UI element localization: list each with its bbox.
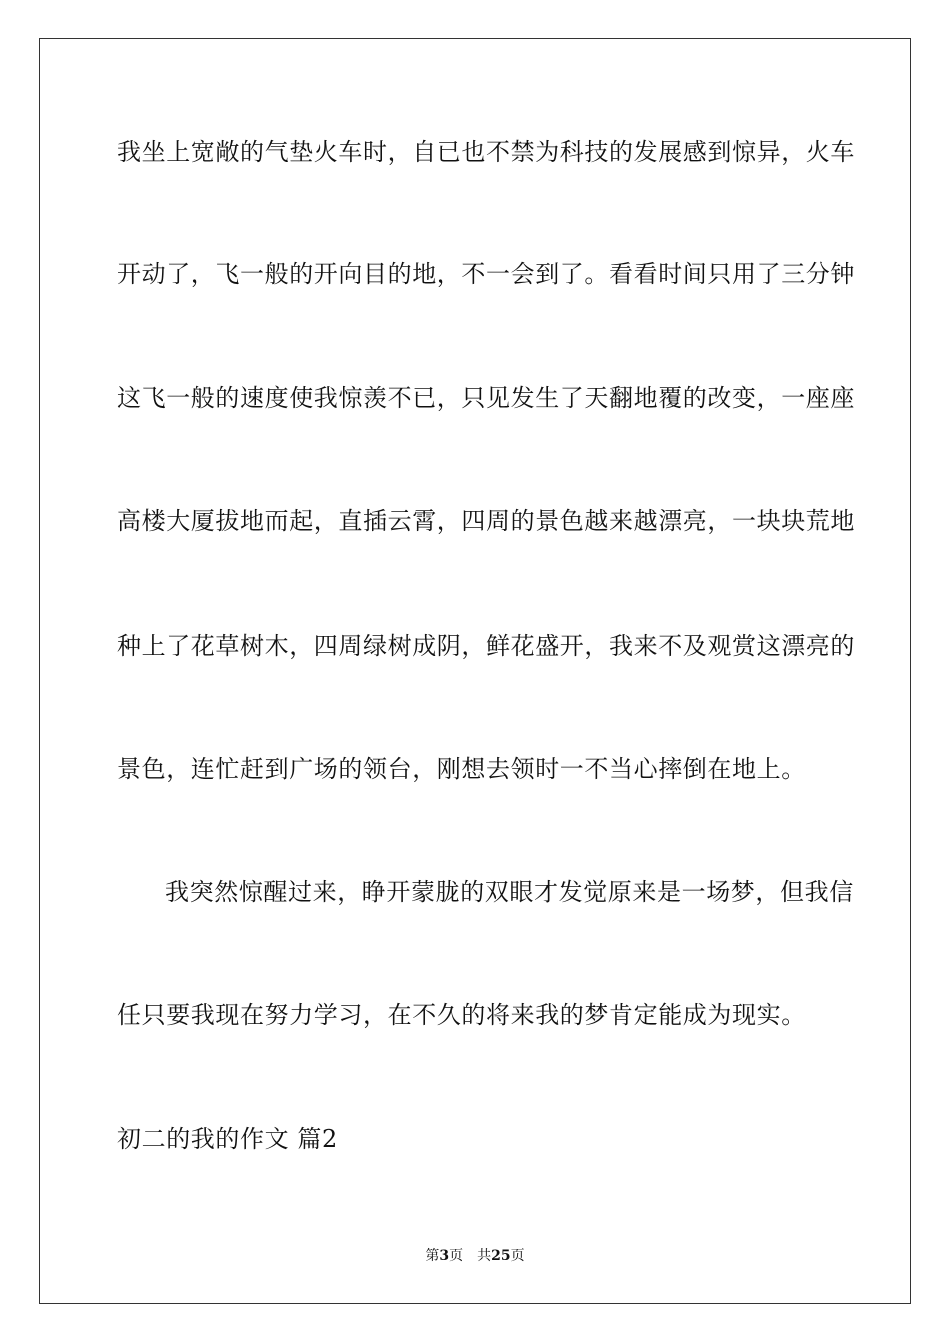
page-footer [0, 1246, 950, 1266]
page-frame [39, 38, 911, 1304]
total-pages: 25 [491, 1248, 511, 1264]
total-prefix: 共 [477, 1248, 492, 1264]
paragraph-line-1: 我坐上宽敞的气垫火车时，自已也不禁为科技的发展感到惊异，火车 [117, 138, 855, 166]
paragraph-line-6: 景色，连忙赶到广场的领台，刚想去领时一不当心摔倒在地上。 [117, 755, 806, 783]
paragraph-line-3: 这飞一般的速度使我惊羡不已，只见发生了天翻地覆的改变，一座座 [117, 384, 855, 412]
total-suffix: 页 [510, 1248, 525, 1264]
paragraph-line-4: 高楼大厦拔地而起，直插云霄，四周的景色越来越漂亮，一块块荒地 [117, 507, 855, 535]
page-number: 3 [439, 1248, 450, 1264]
page-suffix: 页 [449, 1248, 464, 1264]
paragraph-line-8: 任只要我现在努力学习，在不久的将来我的梦肯定能成为现实。 [117, 1001, 806, 1029]
section-heading: 初二的我的作文 篇2 [117, 1125, 338, 1153]
page-prefix: 第 [425, 1248, 440, 1264]
paragraph-line-2: 开动了，飞一般的开向目的地，不一会到了。看看时间只用了三分钟 [117, 260, 855, 288]
paragraph-line-7: 我突然惊醒过来，睁开蒙胧的双眼才发觉原来是一场梦，但我信 [165, 878, 854, 906]
paragraph-line-5: 种上了花草树木，四周绿树成阴，鲜花盛开，我来不及观赏这漂亮的 [117, 632, 855, 660]
